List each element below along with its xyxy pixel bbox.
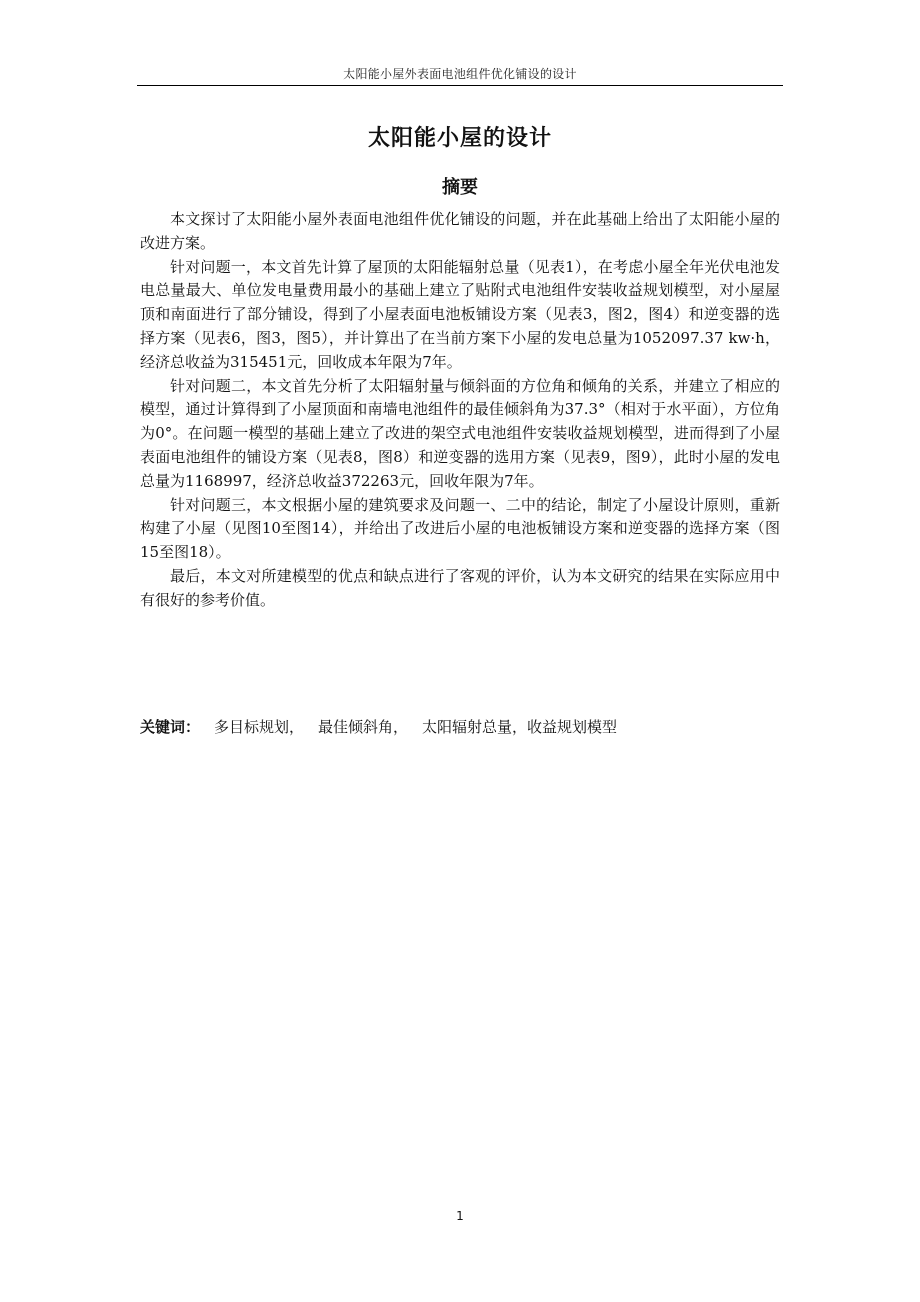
abstract-heading: 摘要 — [442, 177, 478, 198]
running-header: 太阳能小屋外表面电池组件优化铺设的设计 — [343, 67, 577, 81]
abstract-paragraph-conclusion: 最后，本文对所建模型的优点和缺点进行了客观的评价，认为本文研究的结果在实际应用中有很好的参考价值。 — [140, 566, 780, 609]
page-number: 1 — [456, 1209, 464, 1223]
keywords-line — [140, 715, 780, 739]
abstract-paragraph-problem-2: 针对问题二，本文首先分析了太阳辐射量与倾斜面的方位角和倾角的关系，并建立了相应的模型，通过计算得到了小屋顶面和南墙电池组件的最佳倾斜角为37.3°（相对于水平面），方位角为0°。在问题一模型的基础上建立了改进的架空式电池组件安装收益规划模型，进而得到了小屋表面电池组件的铺设方案（见表8，图8）和逆变器的选用方案（见表9，图9），此时小屋的发电总量为1168997，经济总收益372263元，回收年限为7年。 — [140, 376, 780, 490]
header-rule — [137, 85, 783, 86]
keyword: 最佳倾斜角， — [318, 718, 409, 736]
keywords-label: 关键词： — [140, 718, 201, 736]
abstract-body — [140, 208, 780, 613]
keyword: 太阳辐射总量，收益规划模型 — [422, 718, 618, 736]
abstract-paragraph-problem-1: 针对问题一，本文首先计算了屋顶的太阳能辐射总量（见表1），在考虑小屋全年光伏电池发电总量最大、单位发电量费用最小的基础上建立了贴附式电池组件安装收益规划模型，对小屋屋顶和南面进行了部分铺设，得到了小屋表面电池板铺设方案（见表3，图2，图4）和逆变器的选择方案（见表6，图3，图5），并计算出了在当前方案下小屋的发电总量为1052097.37 kw·h，经济总收益为315451元，回收成本年限为7年。 — [140, 257, 780, 371]
keyword: 多目标规划， — [214, 718, 305, 736]
abstract-paragraph-intro: 本文探讨了太阳能小屋外表面电池组件优化铺设的问题，并在此基础上给出了太阳能小屋的改进方案。 — [140, 210, 780, 252]
abstract-paragraph-problem-3: 针对问题三，本文根据小屋的建筑要求及问题一、二中的结论，制定了小屋设计原则，重新构建了小屋（见图10至图14），并给出了改进后小屋的电池板铺设方案和逆变器的选择方案（图15至图18）。 — [140, 495, 780, 562]
document-title: 太阳能小屋的设计 — [367, 126, 552, 151]
